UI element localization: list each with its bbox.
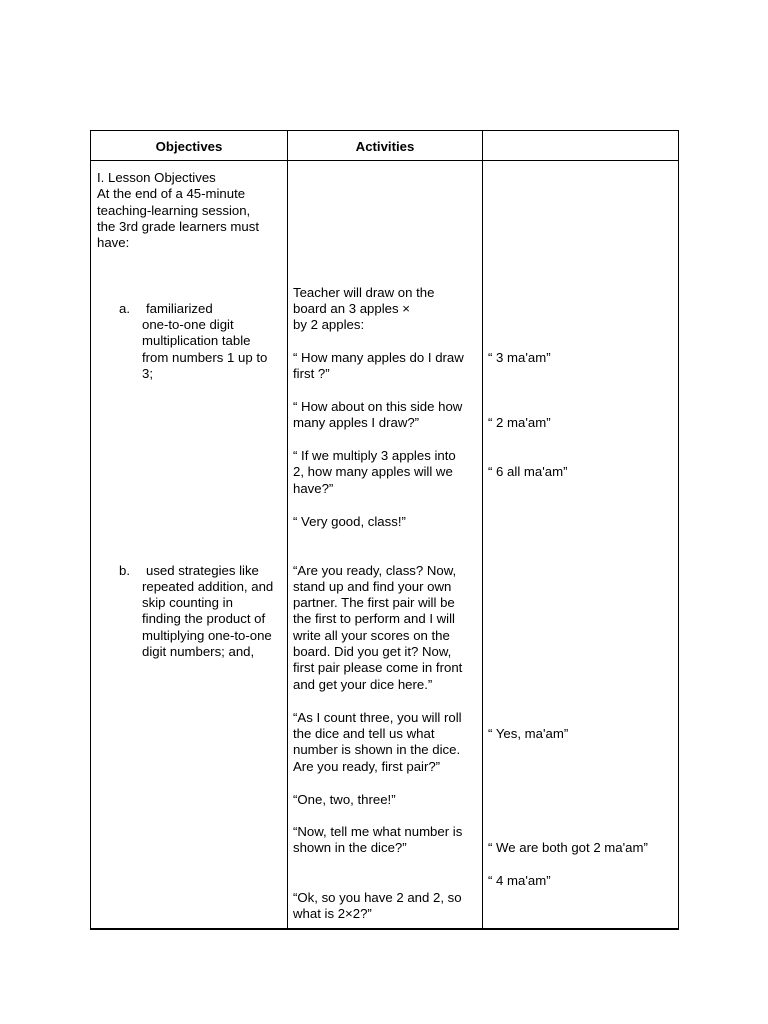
objective-a-line: familiarized: [146, 301, 213, 316]
response: “ 4 ma'am”: [488, 873, 551, 888]
activity-line: Teacher will draw on the: [293, 285, 435, 300]
lesson-plan-table: [90, 130, 679, 930]
objective-b-marker: b.: [119, 563, 130, 578]
activity-line: by 2 apples:: [293, 317, 365, 332]
objective-b-line: skip counting in: [142, 595, 233, 610]
response: “ 3 ma'am”: [488, 350, 551, 365]
activity-line: “Now, tell me what number is: [293, 824, 463, 839]
objective-b-line: finding the product of: [142, 611, 266, 626]
objective-b-line: repeated addition, and: [142, 579, 274, 594]
activity-line: the first to perform and I will: [293, 611, 455, 626]
response: “ Yes, ma'am”: [488, 726, 569, 741]
activity-line: Are you ready, first pair?”: [293, 759, 441, 774]
objective-b-line: multiplying one-to-one: [142, 628, 272, 643]
activity-line: number is shown in the dice.: [293, 742, 461, 757]
column-divider: [482, 131, 483, 928]
activity-line: “ How about on this side how: [293, 399, 463, 414]
objective-a-line: from numbers 1 up to: [142, 350, 268, 365]
activity-line: “One, two, three!”: [293, 792, 396, 807]
activity-line: board an 3 apples ×: [293, 301, 410, 316]
objective-a-line: multiplication table: [142, 333, 251, 348]
activity-line: “ How many apples do I draw: [293, 350, 464, 365]
response: “ We are both got 2 ma'am”: [488, 840, 648, 855]
activity-line: first ?”: [293, 366, 330, 381]
activity-line: have?”: [293, 481, 334, 496]
header-activities: Activities: [355, 139, 415, 154]
response: “ 2 ma'am”: [488, 415, 551, 430]
column-divider: [287, 131, 288, 928]
activity-line: shown in the dice?”: [293, 840, 407, 855]
intro-line: I. Lesson Objectives: [97, 170, 216, 185]
activity-line: “Are you ready, class? Now,: [293, 563, 457, 578]
activity-line: the dice and tell us what: [293, 726, 435, 741]
activity-line: board. Did you get it? Now,: [293, 644, 452, 659]
objective-b-line: digit numbers; and,: [142, 644, 255, 659]
header-divider: [91, 160, 678, 161]
activity-line: “ If we multiply 3 apples into: [293, 448, 456, 463]
objective-b-line: used strategies like: [146, 563, 259, 578]
activity-line: “ Very good, class!”: [293, 514, 406, 529]
header-objectives: Objectives: [155, 139, 223, 154]
response: “ 6 all ma'am”: [488, 464, 568, 479]
intro-line: teaching-learning session,: [97, 203, 251, 218]
objective-a-line: 3;: [142, 366, 153, 381]
intro-line: the 3rd grade learners must: [97, 219, 259, 234]
activity-line: write all your scores on the: [293, 628, 450, 643]
activity-line: “As I count three, you will roll: [293, 710, 462, 725]
intro-line: At the end of a 45-minute: [97, 186, 246, 201]
activity-line: 2, how many apples will we: [293, 464, 453, 479]
activity-line: what is 2×2?”: [293, 906, 372, 921]
objective-a-line: one-to-one digit: [142, 317, 234, 332]
activity-line: many apples I draw?”: [293, 415, 420, 430]
intro-line: have:: [97, 235, 130, 250]
activity-line: first pair please come in front: [293, 660, 463, 675]
objective-a-marker: a.: [119, 301, 130, 316]
activity-line: partner. The first pair will be: [293, 595, 455, 610]
activity-line: stand up and find your own: [293, 579, 452, 594]
activity-line: “Ok, so you have 2 and 2, so: [293, 890, 462, 905]
activity-line: and get your dice here.”: [293, 677, 433, 692]
